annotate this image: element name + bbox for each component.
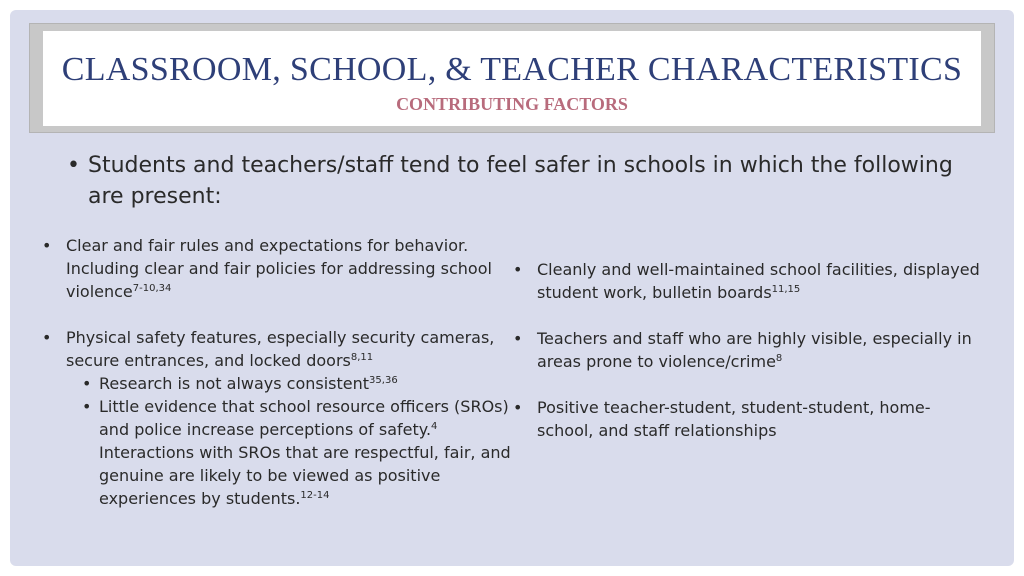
citation: 4 — [431, 421, 438, 432]
list-item — [513, 258, 983, 304]
list-item-text: Cleanly and well-maintained school facilities, displayed student work, bulletin boards — [537, 260, 980, 302]
bullet-icon: • — [42, 236, 52, 255]
sub-item-text-continued: Interactions with SROs that are respectful, fair, and genuine are likely to be viewed as positive experiences by students. — [99, 443, 511, 508]
left-column — [42, 234, 532, 533]
intro-text: Students and teachers/staff tend to feel safer in schools in which the following are present: — [88, 153, 953, 209]
sub-item-text: Little evidence that school resource officers (SROs) and police increase perceptions of safety. — [99, 397, 509, 439]
citation: 12-14 — [300, 490, 330, 501]
bullet-icon: • — [67, 153, 80, 178]
list-item — [513, 396, 983, 442]
list-item-text: Teachers and staff who are highly visible, especially in areas prone to violence/crime — [537, 329, 972, 371]
sub-list-item — [82, 395, 532, 510]
title-frame — [29, 23, 995, 133]
bullet-icon: • — [513, 260, 523, 279]
citation: 11,15 — [771, 284, 801, 295]
slide — [10, 10, 1014, 566]
right-column — [513, 258, 983, 465]
list-item-text: Physical safety features, especially security cameras, secure entrances, and locked doors — [66, 328, 495, 370]
slide-subtitle: CONTRIBUTING FACTORS — [396, 94, 628, 115]
intro-bullet — [67, 150, 967, 212]
citation: 7-10,34 — [132, 283, 172, 294]
bullet-icon: • — [513, 398, 523, 417]
sub-list — [66, 372, 532, 510]
bullet-icon: • — [82, 374, 92, 393]
sub-list-item — [82, 372, 532, 395]
list-item — [42, 326, 532, 510]
bullet-icon: • — [513, 329, 523, 348]
bullet-icon: • — [42, 328, 52, 347]
citation: 8 — [775, 353, 783, 364]
list-item — [513, 327, 983, 373]
list-item-text: Positive teacher-student, student-student, home-school, and staff relationships — [537, 398, 931, 440]
citation: 8,11 — [350, 352, 374, 363]
list-item-text: Clear and fair rules and expectations for behavior. Including clear and fair policies for addressing school violence — [66, 236, 492, 301]
slide-title: CLASSROOM, SCHOOL, & TEACHER CHARACTERISTICS — [61, 51, 963, 88]
title-box — [43, 31, 981, 126]
bullet-icon: • — [82, 397, 92, 416]
citation: 35,36 — [369, 375, 398, 386]
sub-item-text: Research is not always consistent — [99, 374, 370, 393]
list-item — [42, 234, 532, 303]
